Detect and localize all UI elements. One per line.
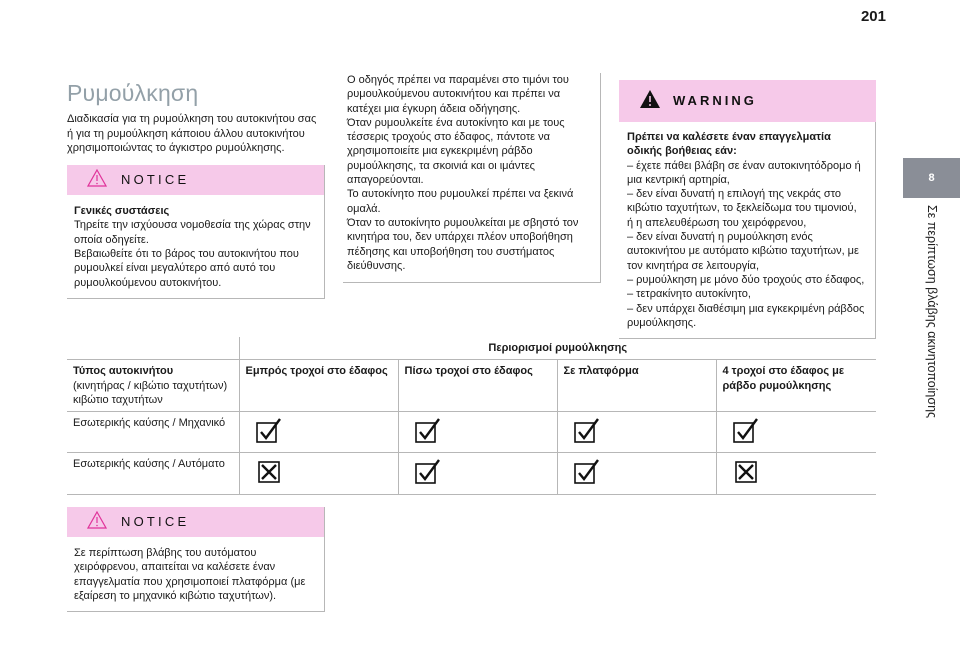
checkbox-checked-icon — [415, 418, 441, 444]
table-header-row — [67, 360, 876, 412]
warning-triangle-outline-icon — [87, 511, 107, 533]
header-vehicle-type-sub: (κινητήρας / κιβώτιο ταχυτήτων) κιβώτιο ταχυτήτων — [73, 379, 228, 406]
notice-label: NOTICE — [121, 513, 190, 529]
header-front-wheels: Εμπρός τροχοί στο έδαφος — [239, 360, 398, 412]
header-four-wheels: 4 τροχοί στο έδαφος με ράβδο ρυμούλκησης — [716, 360, 876, 412]
warning-item: – τετρακίνητο αυτοκίνητο, — [627, 288, 751, 301]
info-paragraph: Όταν ρυμουλκείτε ένα αυτοκίνητο και με τους τέσσερις τροχούς στο έδαφος, πάντοτε να χρησιμοποιείτε μια εγκεκριμένη ράβδο ρυμούλκησης, τα σκοινιά και οι ιμάντες απαγορεύονται. — [347, 116, 565, 187]
notice-box-general — [67, 165, 325, 299]
warning-heading: Πρέπει να καλέσετε έναν επαγγελματία οδικής βοήθειας εάν: — [627, 131, 831, 158]
warning-item: – δεν είναι δυνατή η ρυμούλκηση ενός αυτοκινήτου με αυτόματο κιβώτιο ταχυτήτων, με τον κινητήρα σε λειτουργία, — [627, 231, 859, 272]
notice-paragraph: Βεβαιωθείτε ότι το βάρος του αυτοκινήτου που ρυμουλκεί είναι μεγαλύτερο από αυτό του ρυμουλκούμενου αυτοκινήτου. — [74, 248, 299, 289]
checkbox-crossed-icon — [256, 459, 282, 485]
warning-header — [619, 80, 876, 122]
cell-icon — [716, 412, 876, 453]
intro-text: Διαδικασία για τη ρυμούλκηση του αυτοκινήτου σας ή για τη ρυμούλκηση κάποιου άλλου αυτοκινήτου χρησιμοποιώντας το άγκιστρο ρυμούλκησης. — [67, 113, 317, 154]
page-number: 201 — [860, 8, 886, 25]
row-label: Εσωτερικής καύσης / Μηχανικό — [67, 412, 239, 453]
chapter-tab[interactable] — [903, 158, 960, 198]
checkbox-checked-icon — [733, 418, 759, 444]
cell-icon — [239, 453, 398, 494]
notice-box-parking-brake — [67, 507, 325, 612]
info-paragraph: Ο οδηγός πρέπει να παραμένει στο τιμόνι του ρυμουλκούμενου αυτοκινήτου και πρέπει να κατέχει μια έγκυρη άδεια οδήγησης. — [347, 74, 569, 115]
header-vehicle-type: Τύπος αυτοκινήτου — [73, 365, 174, 378]
notice-paragraph: Σε περίπτωση βλάβης του αυτόματου χειρόφρενου, απαιτείται να καλέσετε έναν επαγγελματία που χρησιμοποιεί πλατφόρμα (με εξαίρεση το μηχανικό κιβώτιο ταχυτήτων). — [74, 547, 306, 602]
table-row — [67, 412, 876, 453]
table-caption: Περιορισμοί ρυμούλκησης — [239, 337, 876, 360]
warning-body — [619, 122, 876, 339]
cell-icon — [557, 453, 716, 494]
table-row — [67, 453, 876, 494]
chapter-number: 8 — [928, 172, 935, 184]
warning-item: – δεν υπάρχει διαθέσιμη μια εγκεκριμένη ράβδος ρυμούλκησης. — [627, 302, 865, 329]
checkbox-checked-icon — [415, 459, 441, 485]
cell-icon — [557, 412, 716, 453]
cell-icon — [398, 412, 557, 453]
checkbox-checked-icon — [256, 418, 282, 444]
cell-icon — [716, 453, 876, 494]
warning-label: WARNING — [673, 92, 757, 108]
towing-restrictions-table — [67, 337, 876, 495]
notice-paragraph: Τηρείτε την ισχύουσα νομοθεσία της χώρας στην οποία οδηγείτε. — [74, 219, 311, 246]
warning-item: – ρυμούλκηση με μόνο δύο τροχούς στο έδαφος, — [627, 273, 865, 286]
notice-label: NOTICE — [121, 172, 190, 188]
checkbox-crossed-icon — [733, 459, 759, 485]
cell-icon — [398, 453, 557, 494]
towing-info-box — [343, 73, 601, 283]
cell-icon — [239, 412, 398, 453]
row-label: Εσωτερικής καύσης / Αυτόματο — [67, 453, 239, 494]
header-platform: Σε πλατφόρμα — [557, 360, 716, 412]
left-column — [67, 80, 325, 299]
notice-header — [67, 165, 324, 195]
warning-item: – δεν είναι δυνατή η επιλογή της νεκράς στο κιβώτιο ταχυτήτων, το ξεκλείδωμα του τιμονιού, ή η απελευθέρωση του χειρόφρενου, — [627, 188, 857, 229]
header-rear-wheels: Πίσω τροχοί στο έδαφος — [398, 360, 557, 412]
notice-heading: Γενικές συστάσεις — [74, 205, 170, 218]
warning-triangle-filled-icon — [639, 89, 661, 113]
warning-triangle-outline-icon — [87, 169, 107, 191]
info-paragraph: Όταν το αυτοκίνητο ρυμουλκείται με σβηστό τον κινητήρα του, δεν υπάρχει πλέον υποβοήθηση πέδησης και υποβοήθηση του συστήματος διεύθυνσης. — [347, 216, 579, 272]
info-paragraph: Το αυτοκίνητο που ρυμουλκεί πρέπει να ξεκινά ομαλά. — [347, 188, 574, 215]
page-title: Ρυμούλκηση — [67, 80, 199, 106]
checkbox-checked-icon — [574, 459, 600, 485]
checkbox-checked-icon — [574, 418, 600, 444]
warning-item: – έχετε πάθει βλάβη σε έναν αυτοκινητόδρομο ή μια κεντρική αρτηρία, — [627, 159, 861, 186]
middle-column — [343, 73, 601, 283]
notice-header — [67, 507, 324, 537]
chapter-title-text: Σε περίπτωση βλάβης ακινητοποίησης — [925, 205, 939, 419]
chapter-title — [906, 205, 958, 475]
right-column — [619, 80, 876, 339]
